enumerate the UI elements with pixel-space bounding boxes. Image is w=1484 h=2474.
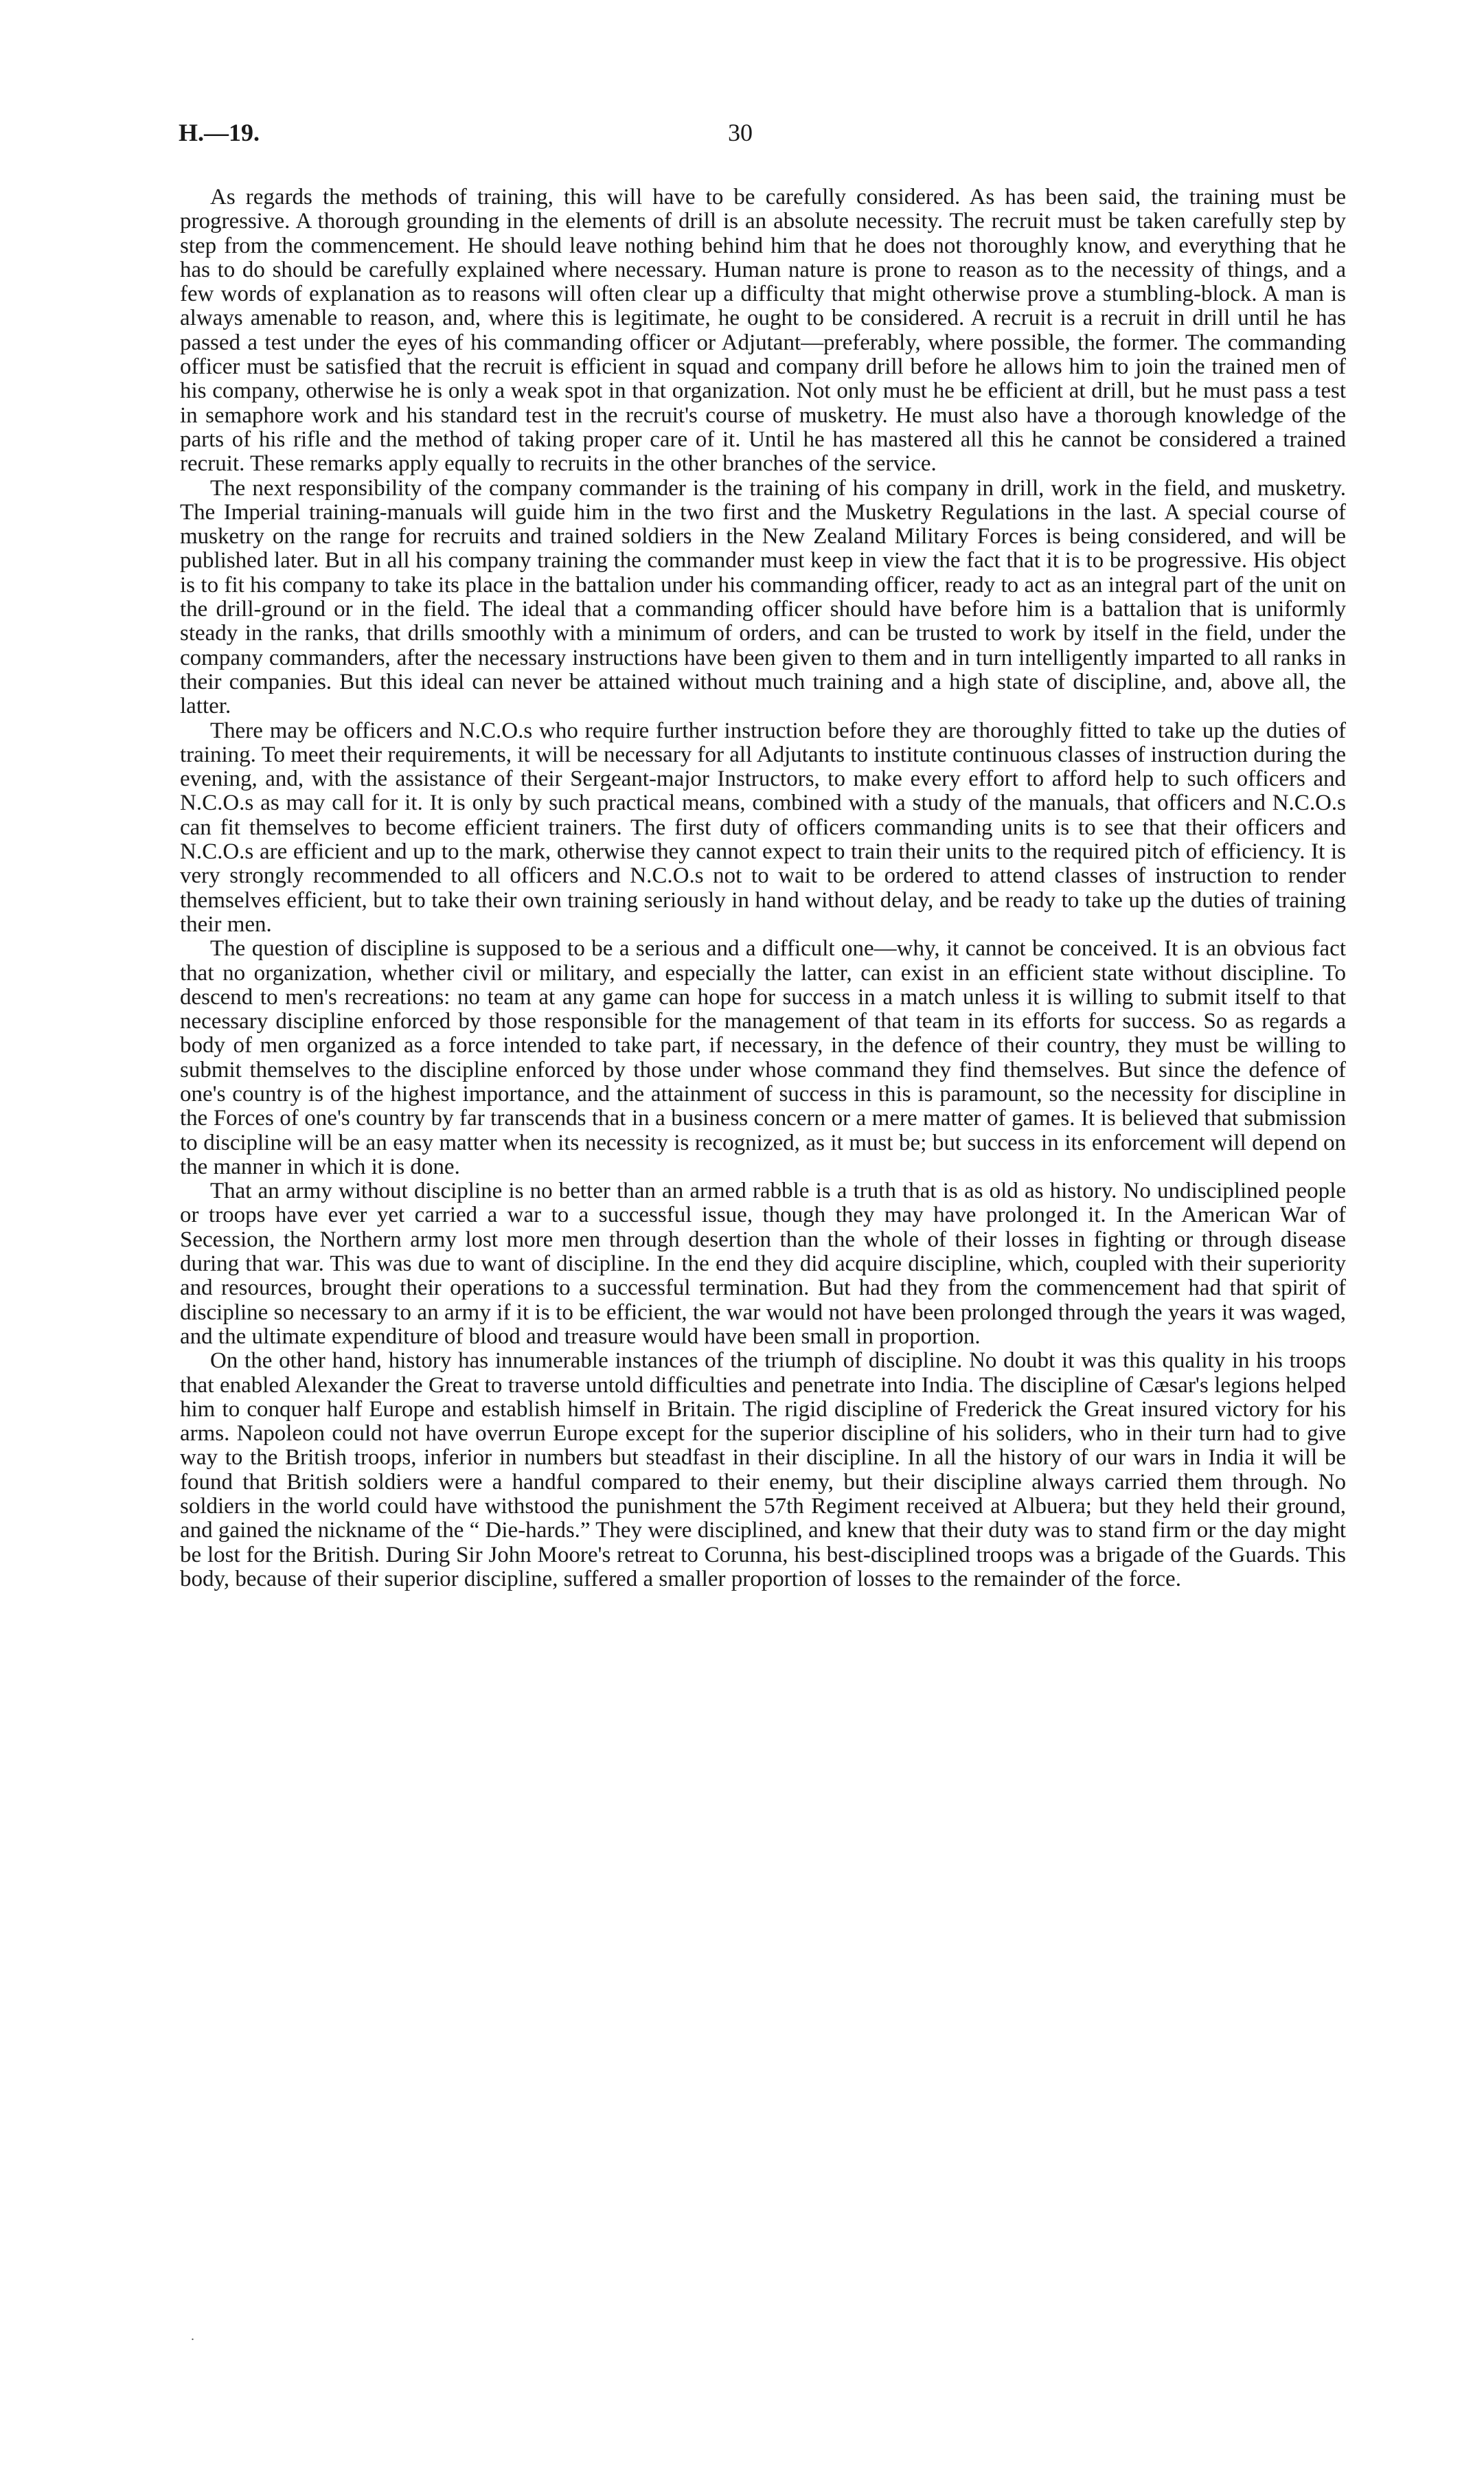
paragraph-triumph-of-discipline: On the other hand, history has innumerable instances of the triumph of discipline. No doubt it was this quality in his troops that enabled Alexander the Great to traverse untold difficulties and penetrate into India. The discipline of Cæsar's legions helped him to conquer half Europe and establish himself in Britain. The rigid discipline of Frederick the Great insured victory for his arms. Napoleon could not have overrun Europe except for the superior discipline of his soliders, who in their turn had to give way to the British troops, inferior in numbers but steadfast in their discipline. In all the history of our wars in India it will be found that British soldiers were a handful compared to their enemy, but their discipline always carried them through. No soldiers in the world could have withstood the punishment the 57th Regiment received at Albuera; but they held their ground, and gained the nickname of the “ Die-hards.” They were disciplined, and knew that their duty was to stand firm or the day might be lost for the British. During Sir John Moore's retreat to Corunna, his best-disciplined troops was a brigade of the Guards. This body, because of their superior discipline, suffered a smaller proportion of losses to the remainder of the force.	[180, 1348, 1346, 1591]
document-reference: H.—19.	[179, 119, 260, 146]
body-text	[180, 185, 1346, 1591]
page-header	[179, 118, 1346, 159]
paragraph-officers-nco-instruction: There may be officers and N.C.O.s who require further instruction before they are thoroughly fitted to take up the duties of training. To meet their requirements, it will be necessary for all Adjutants to institute continuous classes of instruction during the evening, and, with the assistance of their Sergeant-major Instructors, to make every effort to afford help to such officers and N.C.O.s as may call for it. It is only by such practical means, combined with a study of the manuals, that officers and N.C.O.s can fit themselves to become efficient trainers. The first duty of officers commanding units is to see that their officers and N.C.O.s are efficient and up to the mark, otherwise they cannot expect to train their units to the required pitch of efficiency. It is very strongly recommended to all officers and N.C.O.s not to wait to be ordered to attend classes of instruction to render themselves efficient, but to take their own training seriously in hand without delay, and be ready to take up the duties of training their men.	[180, 718, 1346, 937]
paragraph-army-without-discipline: That an army without discipline is no better than an armed rabble is a truth that is as old as history. No undisciplined people or troops have ever yet carried a war to a successful issue, though they may have prolonged it. In the American War of Secession, the Northern army lost more men through desertion than the whole of their losses in fighting or through disease during that war. This was due to want of discipline. In the end they did acquire discipline, which, coupled with their superiority and resources, brought their operations to a successful termination. But had they from the commencement had that spirit of discipline so necessary to an army if it is to be efficient, the war would not have been prolonged through the years it was waged, and the ultimate expenditure of blood and treasure would have been small in proportion.	[180, 1179, 1346, 1349]
paragraph-question-of-discipline: The question of discipline is supposed to be a serious and a difficult one—why, it cannot be conceived. It is an obvious fact that no organization, whether civil or military, and especially the latter, can exist in an efficient state without discipline. To descend to men's recreations: no team at any game can hope for success in a match unless it is willing to submit itself to that necessary discipline enforced by those responsible for the management of that team in its efforts for success. So as regards a body of men organized as a force intended to take part, if necessary, in the defence of their country, they must be willing to submit themselves to the discipline enforced by those under whose command they find themselves. But since the defence of one's country is of the highest importance, and the attainment of success in this is paramount, so the necessity for discipline in the Forces of one's country by far transcends that in a business concern or a mere matter of games. It is believed that submission to discipline will be an easy matter when its necessity is recognized, as it must be; but success in its enforcement will depend on the manner in which it is done.	[180, 936, 1346, 1179]
page-number: 30	[728, 119, 753, 146]
footer-mark: .	[191, 2328, 194, 2344]
paragraph-company-commander: The next responsibility of the company commander is the training of his company in drill, work in the field, and musketry. The Imperial training-manuals will guide him in the two first and the Musketry Regulations in the last. A special course of musketry on the range for recruits and trained soldiers in the New Zealand Military Forces is being considered, and will be published later. But in all his company training the commander must keep in view the fact that it is to be progressive. His object is to fit his company to take its place in the battalion under his commanding officer, ready to act as an integral part of the unit on the drill-ground or in the field. The ideal that a commanding officer should have before him is a battalion that is uniformly steady in the ranks, that drills smoothly with a minimum of orders, and can be trusted to work by itself in the field, under the company commanders, after the necessary instructions have been given to them and in turn intelligently imparted to all ranks in their companies. But this ideal can never be attained without much training and a high state of discipline, and, above all, the latter.	[180, 475, 1346, 719]
paragraph-training-methods: As regards the methods of training, this will have to be carefully considered. As has been said, the training must be progressive. A thorough grounding in the elements of drill is an absolute necessity. The recruit must be taken carefully step by step from the commencement. He should leave nothing behind him that he does not thoroughly know, and everything that he has to do should be carefully explained where necessary. Human nature is prone to reason as to the necessity of things, and a few words of explanation as to reasons will often clear up a difficulty that might otherwise prove a stumbling-block. A man is always amenable to reason, and, where this is legitimate, he ought to be considered. A recruit is a recruit in drill until he has passed a test under the eyes of his commanding officer or Adjutant—preferably, where possible, the former. The commanding officer must be satisfied that the recruit is efficient in squad and company drill before he allows him to join the trained men of his company, otherwise he is only a weak spot in that organization. Not only must he be efficient at drill, but he must pass a test in semaphore work and his standard test in the recruit's course of musketry. He must also have a thorough knowledge of the parts of his rifle and the method of taking proper care of it. Until he has mastered all this he cannot be considered a trained recruit. These remarks apply equally to recruits in the other branches of the service.	[180, 185, 1346, 477]
